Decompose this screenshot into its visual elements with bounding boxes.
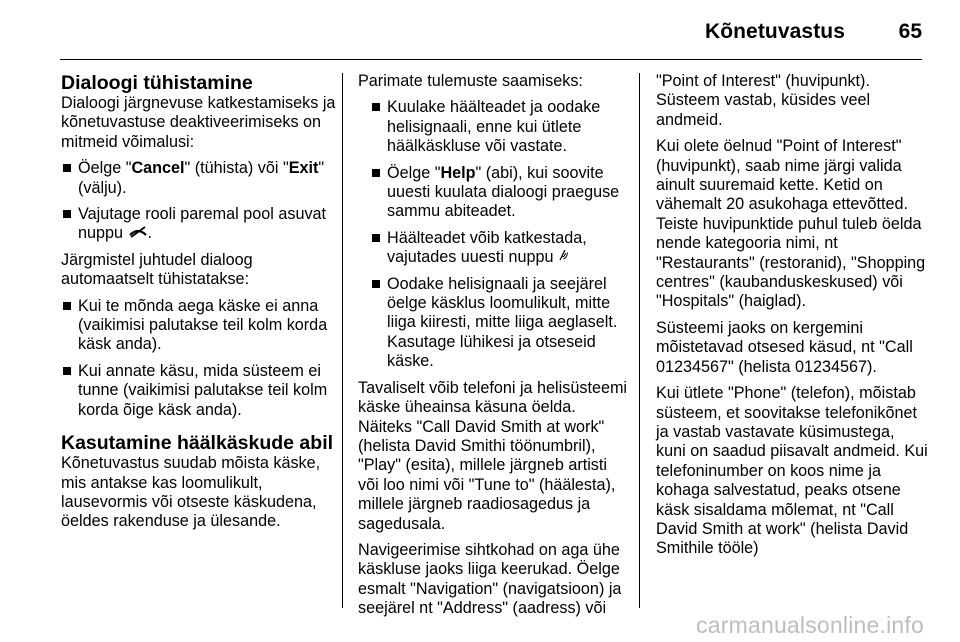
list-item: Kui annate käsu, mida süsteem ei tunne (vaikimisi palutakse teil kolm korda õige käsk anda).: [61, 362, 337, 420]
bullet-square-icon: [63, 302, 71, 310]
page-number: 65: [898, 20, 922, 43]
column-divider-1: [342, 73, 343, 608]
bullet-square-icon: [372, 280, 380, 288]
voice-icon: [558, 248, 568, 267]
paragraph: Parimate tulemuste saamiseks:: [358, 72, 583, 90]
bullet-square-icon: [63, 210, 71, 218]
column-1: [61, 72, 337, 539]
bullet-square-icon: [63, 367, 71, 375]
page-header: [0, 0, 960, 62]
paragraph: Tavaliselt võib telefoni ja helisüsteemi käske üheainsa käsuna öelda. Näiteks "Call David Smith at work" (helista David Smithi töönumbril), "Play" (esita), millele järgneb artisti või loo nimi või "Tune to" (häälesta), millele järgneb raadiosagedus ja sagedusala.: [358, 378, 628, 533]
paragraph: Navigeerimise sihtkohad on aga ühe käskluse jaoks liiga keerukad. Öelge esmalt "Navigation" (navigatsioon) ja seejärel nt "Address" (aadress) või: [358, 540, 622, 618]
page-title: Kõnetuvastus: [704, 20, 845, 43]
paragraph: Dialoogi järgnevuse katkestamiseks ja kõnetuvastuse deaktiveerimiseks on mitmeid võimalusi:: [61, 94, 336, 151]
section-heading-voice-commands: Kasutamine häälkäskude abil: [61, 432, 334, 455]
keyword-cancel: Cancel: [131, 159, 185, 178]
column-2: [358, 72, 630, 626]
bullet-square-icon: [372, 234, 380, 242]
column-3: [656, 72, 928, 566]
paragraph: Kõnetuvastus suudab mõista käske, mis antakse kas loomulikult, lausevormis või otseste käskudena, öeldes rakenduse ja ülesande.: [61, 454, 321, 531]
bullet-square-icon: [372, 169, 380, 177]
list-item: Öelge "Cancel" (tühista) või "Exit" (välju).: [61, 159, 337, 198]
section-heading-cancel-dialog: Dialoogi tühistamine: [61, 72, 253, 94]
column-divider-2: [639, 73, 640, 608]
list-item: Kui te mõnda aega käske ei anna (vaikimisi palutakse teil kolm korda käsk anda).: [61, 297, 337, 355]
bullet-square-icon: [63, 164, 71, 172]
keyword-help: Help: [440, 163, 476, 182]
list-item: Kuulake häälteadet ja oodake helisignaali, enne kui ütlete häälkäskluse või vastate.: [358, 98, 630, 156]
paragraph: Kui olete öelnud "Point of Interest" (huvipunkt), saab nime järgi valida ainult suuremaid kette. Ketid on vähemalt 20 asukohaga ettevõtted. Teiste huvipunktide puhul tuleb öelda nende kategooria nimi, nt "Restaurants" (restoranid), "Shopping centres" (kaubanduskeskused) või "Hospitals" (haiglad).: [656, 137, 926, 311]
end-call-icon: [128, 224, 148, 243]
list-item: Öelge "Help" (abi), kui soovite uuesti kuulata dialoogi praeguse sammu abiteadet.: [358, 164, 630, 222]
list-item: Häälteadet võib katkestada, vajutades uuesti nuppu: [358, 229, 630, 268]
header-rule: [60, 59, 922, 60]
bullet-square-icon: [372, 103, 380, 111]
list-item: Vajutage rooli paremal pool asuvat nuppu .: [61, 205, 337, 244]
keyword-exit: Exit: [288, 159, 319, 178]
list-item: Oodake helisignaali ja seejärel öelge käsklus loomulikult, mitte liiga kiiresti, mitte liiga aeglaselt. Kasutage lühikesi ja otseseid käske.: [358, 275, 630, 372]
paragraph: Järgmistel juhtudel dialoog automaatselt tühistatakse:: [61, 250, 253, 289]
paragraph: "Point of Interest" (huvipunkt). Süsteem vastab, küsides veel andmeid.: [656, 72, 871, 129]
paragraph: Süsteemi jaoks on kergemini mõistetavad otsesed käsud, nt "Call 01234567" (helista 01234567).: [656, 318, 913, 376]
paragraph: Kui ütlete "Phone" (telefon), mõistab süsteem, et soovitakse telefonikõnet ja vastab vastavate küsimustega, kuni on saadud piisavalt andmeid. Kui telefoninumber on koos nime ja kohaga salvestatud, peaks otsene käsk sisaldama mõlemat, nt "Call David Smith at work" (helista David Smithile tööle): [656, 384, 928, 558]
watermark: carmanualsonline.info: [696, 612, 924, 638]
